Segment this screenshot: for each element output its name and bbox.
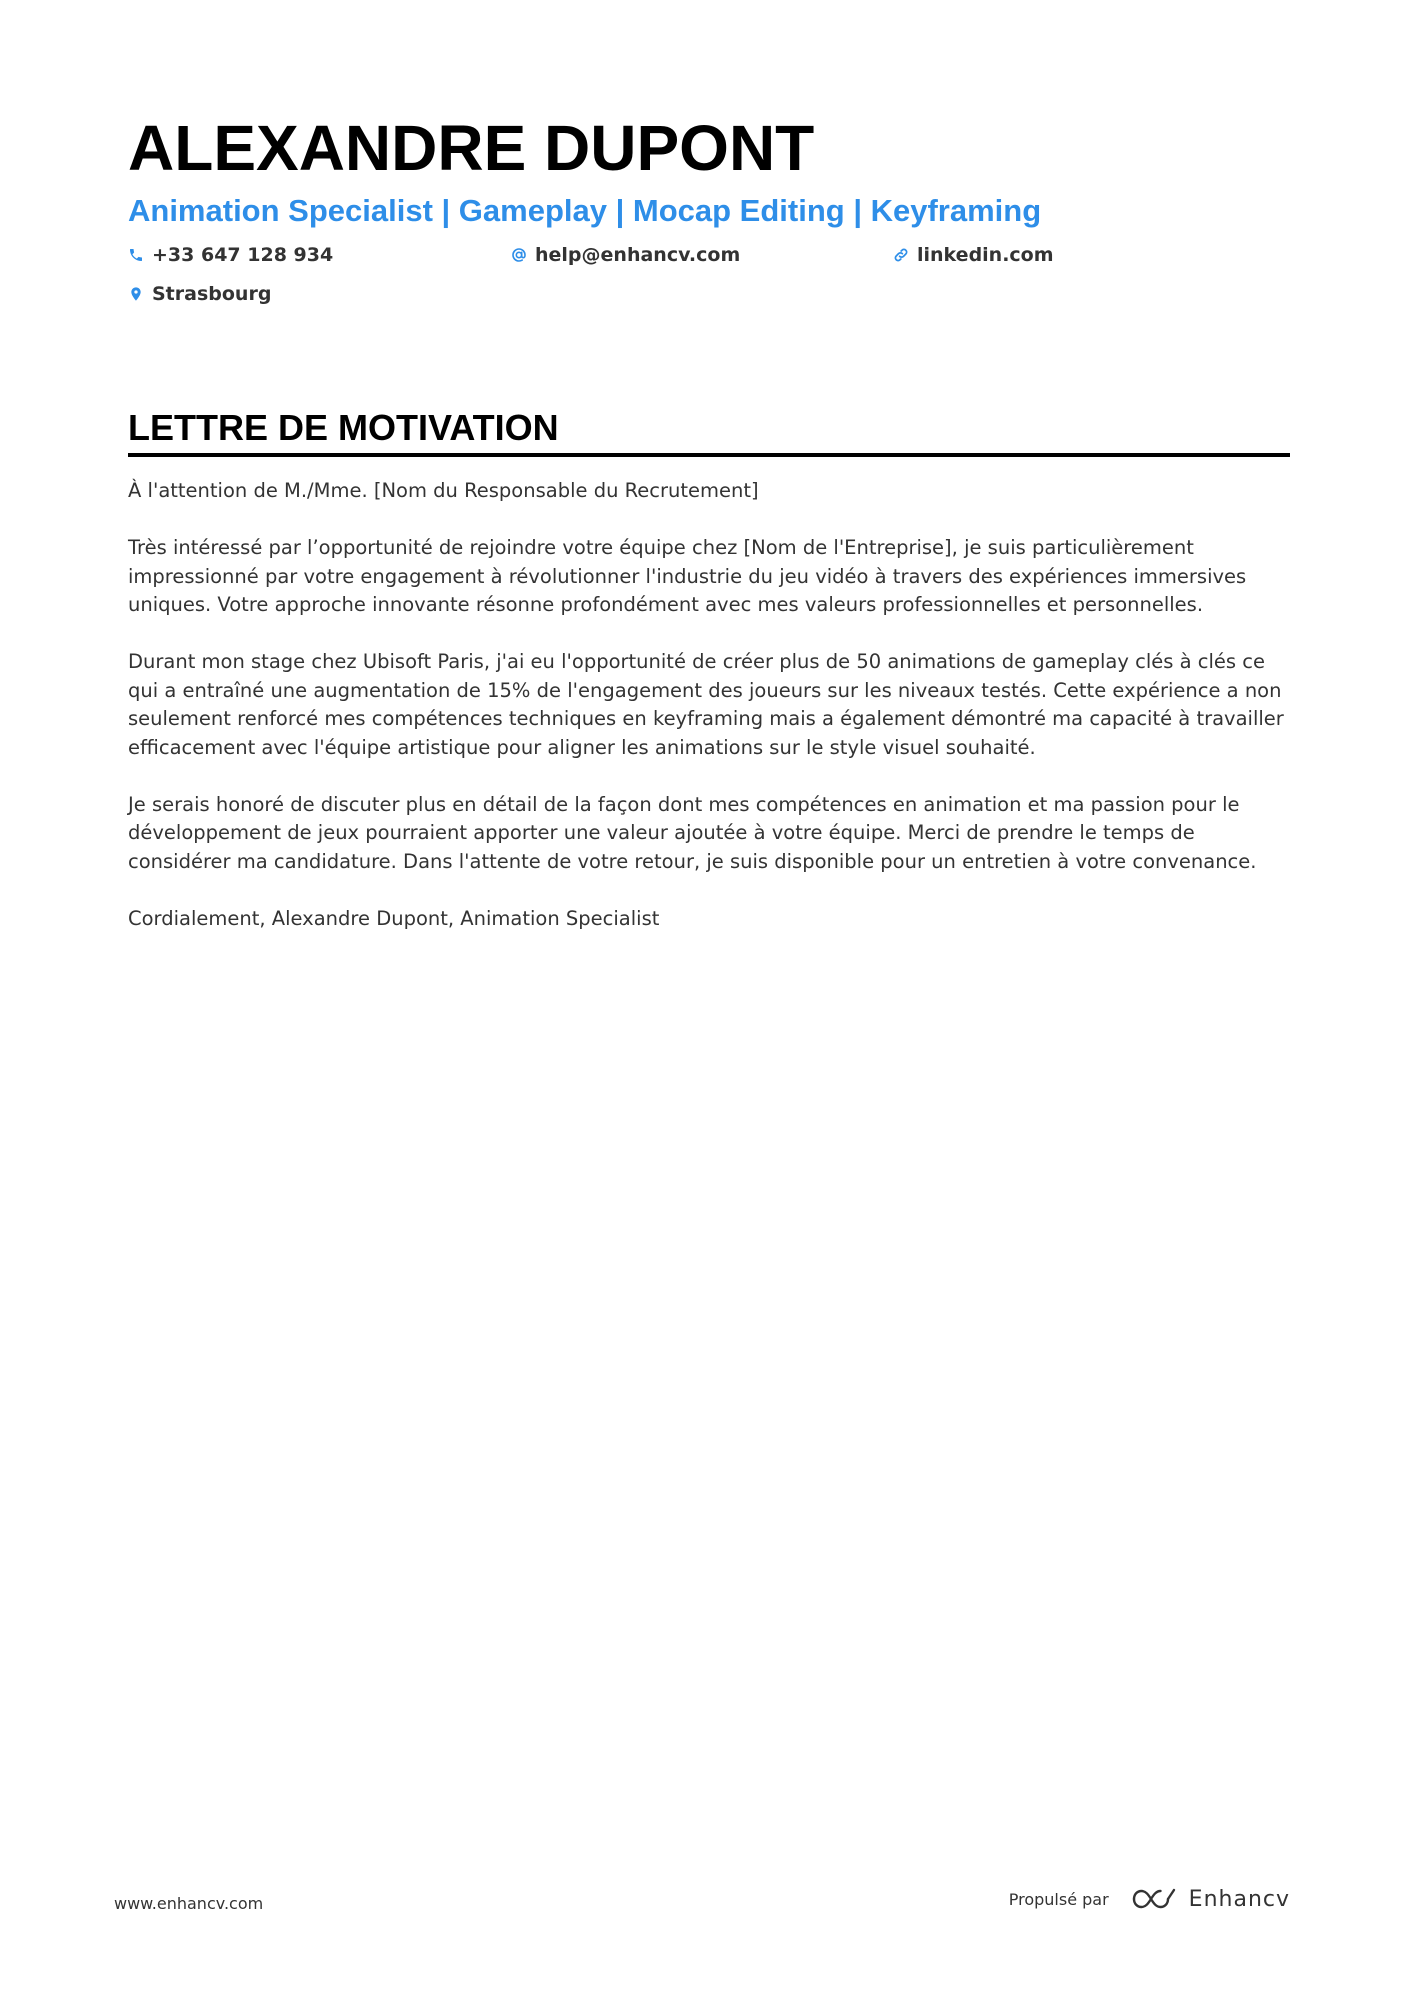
phone-icon: [128, 247, 144, 263]
email-text: help@enhancv.com: [535, 244, 741, 266]
contact-phone: [128, 240, 333, 270]
link-icon: [893, 247, 909, 263]
letter-closing: Cordialement, Alexandre Dupont, Animation Specialist: [128, 906, 660, 930]
cover-letter-section: [128, 406, 1290, 933]
letter-paragraph-2: Durant mon stage chez Ubisoft Paris, j'ai eu l'opportunité de créer plus de 50 animations de gameplay clés à clés ce qui a entraîné une augmentation de 15% de l'engagement des joueurs sur les niveaux testés. Cette expérience a non seulement renforcé mes compétences techniques en keyframing mais a également démontré ma capacité à travailler efficacement avec l'équipe artistique pour aligner les animations sur le style visuel souhaité.: [128, 650, 1284, 759]
enhancv-logo-icon: [1131, 1885, 1177, 1913]
candidate-headline: Animation Specialist | Gameplay | Mocap Editing | Keyframing: [128, 193, 1042, 228]
resume-page: [128, 108, 1290, 962]
phone-text: +33 647 128 934: [152, 244, 334, 266]
section-divider: [128, 453, 1290, 457]
section-title: LETTRE DE MOTIVATION: [128, 407, 559, 448]
location-pin-icon: [128, 286, 144, 302]
letter-body: [128, 477, 1290, 933]
candidate-name: ALEXANDRE DUPONT: [128, 112, 815, 184]
contact-email[interactable]: [511, 240, 740, 270]
contact-location: [128, 279, 271, 309]
letter-salutation: À l'attention de M./Mme. [Nom du Responsable du Recrutement]: [128, 479, 759, 502]
linkedin-text: linkedin.com: [917, 244, 1054, 266]
contact-linkedin[interactable]: [893, 240, 1054, 270]
footer-branding: [1009, 1885, 1290, 1913]
powered-by-label: Propulsé par: [1008, 1889, 1109, 1909]
letter-paragraph-3: Je serais honoré de discuter plus en détail de la façon dont mes compétences en animation et ma passion pour le développement de jeux pourraient apporter une valeur ajoutée à votre équipe. Merci de prendre le temps de considérer ma candidature. Dans l'attente de votre retour, je suis disponible pour un entretien à votre convenance.: [128, 792, 1257, 873]
letter-paragraph-1: Très intéressé par l’opportunité de rejoindre votre équipe chez [Nom de l'Entreprise], je suis particulièrement impressionné par votre engagement à révolutionner l'industrie du jeu vidéo à travers des expériences immersives uniques. Votre approche innovante résonne profondément avec mes valeurs professionnelles et personnelles.: [128, 536, 1247, 616]
location-text: Strasbourg: [152, 283, 272, 305]
brand-name: Enhancv: [1188, 1886, 1290, 1912]
footer-website[interactable]: www.enhancv.com: [114, 1894, 264, 1913]
at-sign-icon: [511, 247, 527, 263]
contact-info: [128, 240, 1290, 324]
